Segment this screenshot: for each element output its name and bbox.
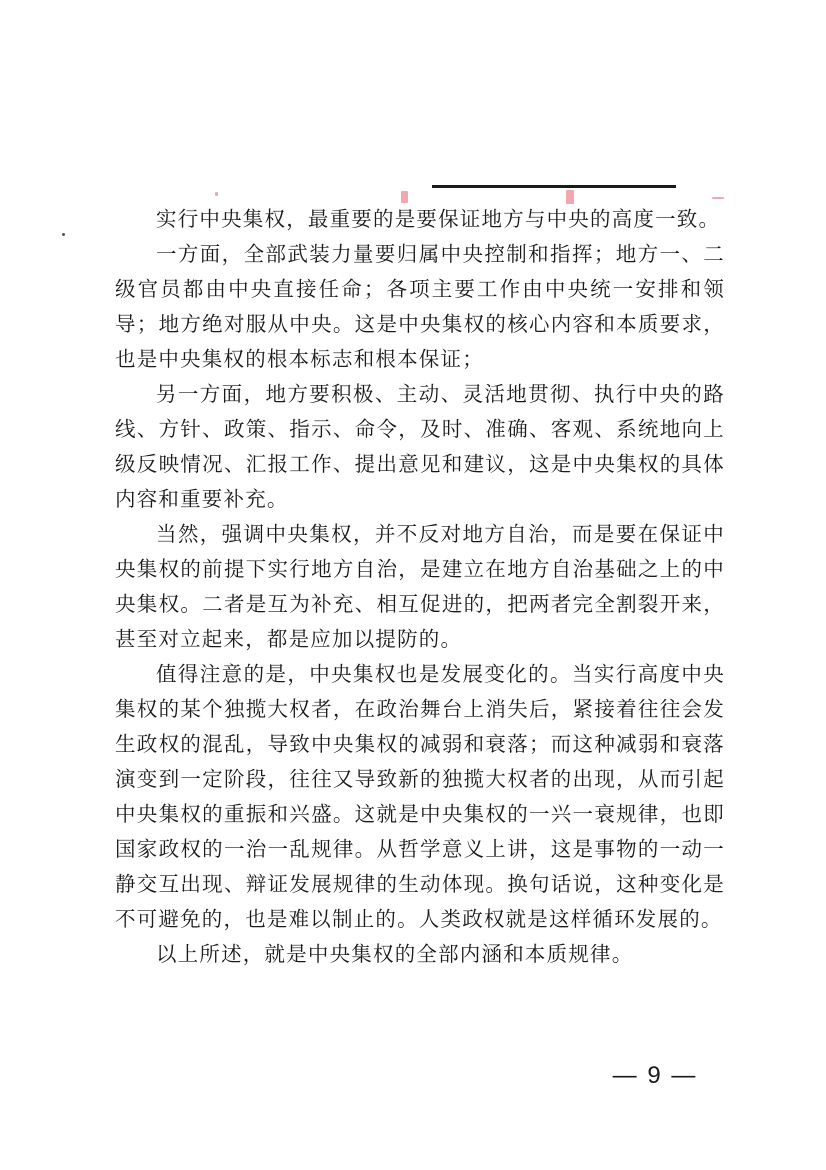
print-speck bbox=[215, 192, 218, 196]
print-speck bbox=[62, 233, 65, 236]
paragraph-4: 当然，强调中央集权，并不反对地方自治，而是要在保证中央集权的前提下实行地方自治，是建立在地方自治基础之上的中央集权。二者是互为补充、相互促进的，把两者完全割裂开来，甚至对立起来，都是应加以提防的。 bbox=[115, 522, 725, 651]
header-rule bbox=[432, 185, 676, 188]
paragraph-5: 值得注意的是，中央集权也是发展变化的。当实行高度中央集权的某个独揽大权者，在政治舞台上消失后，紧接着往往会发生政权的混乱，导致中央集权的减弱和衰落；而这种减弱和衰落演变到一定阶段，往往又导致新的独揽大权者的出现，从而引起中央集权的重振和兴盛。这就是中央集权的一兴一衰规律，也即国家政权的一治一乱规律。从哲学意义上讲，这是事物的一动一静交互出现、辩证发展规律的生动体现。换句话说，这种变化是不可避免的，也是难以制止的。人类政权就是这样循环发展的。 bbox=[115, 662, 725, 931]
page-number: — 9 — bbox=[612, 1062, 698, 1089]
paragraph-6: 以上所述，就是中央集权的全部内涵和本质规律。 bbox=[156, 942, 634, 966]
paragraph-3: 另一方面，地方要积极、主动、灵活地贯彻、执行中央的路线、方针、政策、指示、命令，及时、准确、客观、系统地向上级反映情况、汇报工作、提出意见和建议，这是中央集权的具体内容和重要补充。 bbox=[115, 382, 725, 511]
print-speck bbox=[712, 197, 724, 199]
paragraph-2: 一方面，全部武装力量要归属中央控制和指挥；地方一、二级官员都由中央直接任命；各项主要工作由中央统一安排和领导；地方绝对服从中央。这是中央集权的核心内容和本质要求，也是中央集权的根本标志和根本保证； bbox=[115, 242, 725, 371]
paragraph-1: 实行中央集权，最重要的是要保证地方与中央的高度一致。 bbox=[156, 207, 721, 231]
body-text bbox=[115, 202, 725, 972]
